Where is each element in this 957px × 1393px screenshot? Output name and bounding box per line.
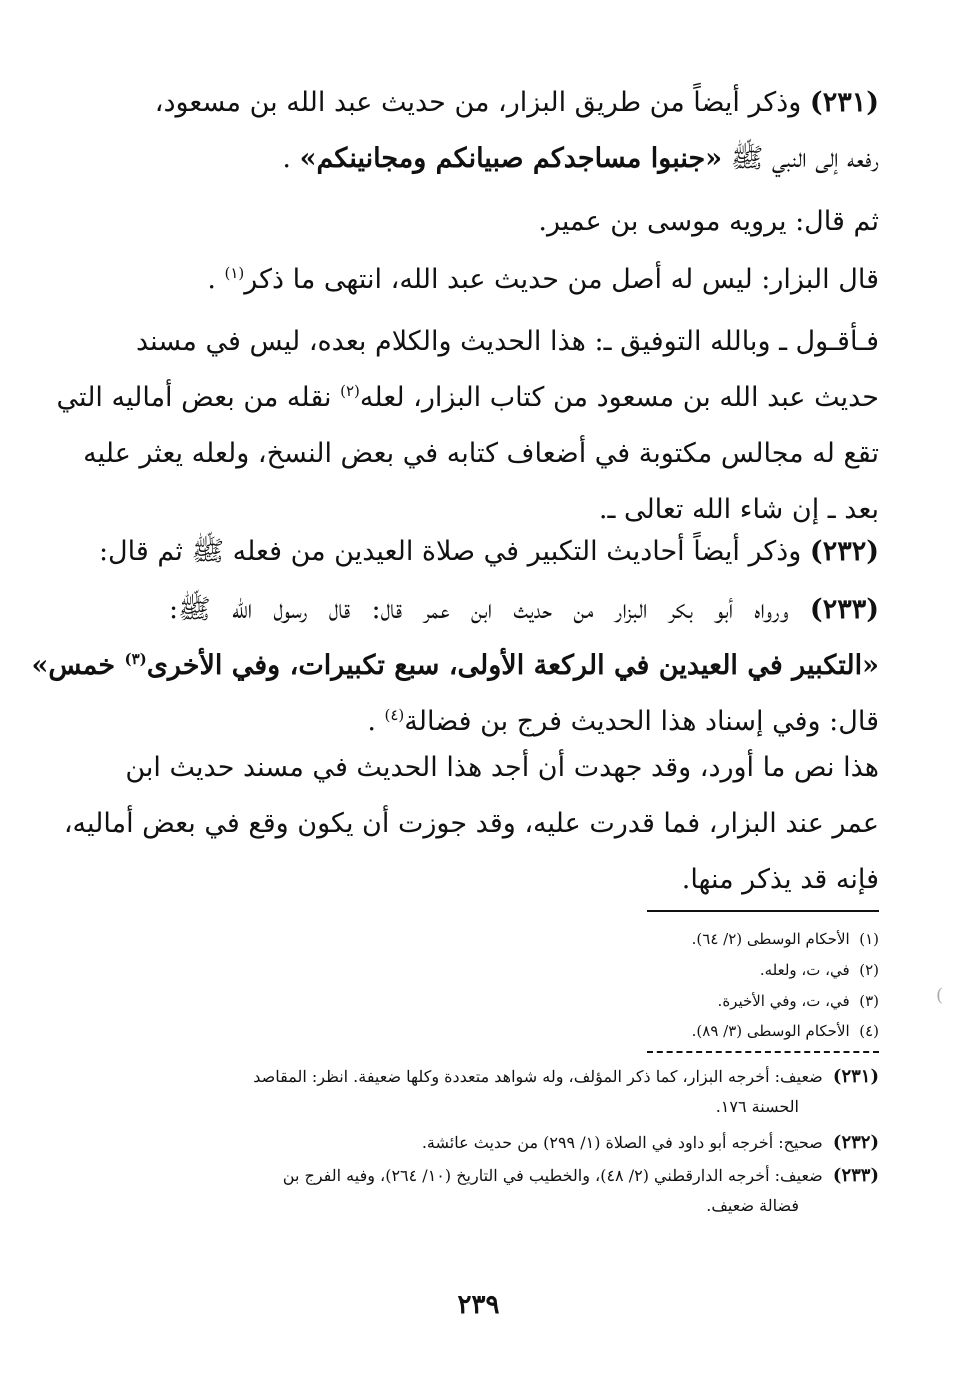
p231-hadith-quote: «جنبوا مساجدكم صبيانكم ومجانينكم» [299, 143, 723, 174]
p233-line3-text: قال: وفي إسناد هذا الحديث فرج بن فضالة [404, 706, 879, 737]
p233-line2 [31, 638, 879, 694]
p231-line2-text: رفعه إلى النبي ﷺ [730, 143, 879, 174]
footnote-ref-2[interactable]: (٢) [340, 382, 360, 400]
footnote-2-number: (٢) [859, 961, 879, 979]
editor-note-232-number: (٢٣٢) [832, 1132, 879, 1153]
footnote-ref-4[interactable]: (٤) [384, 706, 405, 724]
p232-text: وذكر أيضاً أحاديث التكبير في صلاة العيدين من فعله ﷺ ثم قال: [98, 536, 802, 567]
p233-text: ورواه أبو بكر البزار من حديث ابن عمر قال: قال رسول الله ﷺ: [169, 594, 789, 625]
p-bazzar-text: قال البزار: ليس له أصل من حديث عبد الله، انتهى ما ذكر [244, 264, 879, 295]
editor-note-231-number: (٢٣١) [832, 1066, 879, 1087]
p231-line2 [169, 131, 879, 187]
p-bazzar-end: . [207, 264, 216, 295]
page-number: ٢٣٩ [457, 1290, 500, 1320]
p-bazzar-line [169, 252, 879, 308]
p233-hadith-quote-end: خمس» [31, 650, 116, 681]
p-hadha-line2: عمر عند البزار، فما قدرت عليه، وقد جوزت أن يكون وقع في بعض أماليه، [63, 808, 879, 839]
footnote-1 [169, 924, 879, 955]
footnote-3 [169, 986, 879, 1017]
editor-note-232-line1 [169, 1128, 879, 1158]
editor-note-231 [169, 1062, 879, 1122]
footnote-3-text: في، ت، وفي الأخيرة. [717, 992, 850, 1010]
p-aqul-line3: تقع له مجالس مكتوبة في أضعاف كتابه في بعض النسخ، ولعله يعثر عليه [83, 438, 879, 469]
p233-line3-end: . [367, 706, 376, 737]
margin-mark: ( [936, 985, 944, 1006]
p231-line2-end: . [282, 143, 291, 174]
editor-notes-separator [647, 1051, 879, 1053]
p232-number: (٢٣٢) [809, 536, 879, 567]
footnote-2 [169, 955, 879, 986]
footnote-4 [169, 1016, 879, 1047]
p231-number: (٢٣١) [809, 87, 879, 118]
paragraph-aqul [56, 314, 879, 538]
footnote-ref-3[interactable]: (٣) [124, 650, 147, 668]
p-hadha-line3: فإنه قد يذكر منها. [681, 864, 879, 895]
editor-note-231-line2: الحسنة ١٧٦. [715, 1097, 799, 1116]
footnote-2-text: في، ت، ولعله. [759, 961, 850, 979]
p232-line [98, 524, 879, 580]
paragraph-232 [98, 524, 879, 580]
p233-hadith-quote: «التكبير في العيدين في الركعة الأولى، سبع تكبيرات، وفي الأخرى [146, 650, 879, 681]
footnote-1-text: الأحكام الوسطى (٢/ ٦٤). [691, 930, 850, 948]
paragraph-bazzar [169, 252, 879, 308]
paragraph-233 [31, 582, 879, 750]
editor-note-231-text: ضعيف: أخرجه البزار، كما ذكر المؤلف، وله شواهد متعددة وكلها ضعيفة. انظر: المقاصد [253, 1067, 823, 1086]
editor-note-233-text: ضعيف: أخرجه الدارقطني (٢/ ٤٨)، والخطيب في التاريخ (١٠/ ٢٦٤)، وفيه الفرج بن [282, 1166, 823, 1185]
editor-note-233 [169, 1161, 879, 1221]
p233-line1 [169, 582, 879, 638]
p231-line1 [154, 75, 879, 131]
editor-note-232 [169, 1128, 879, 1158]
p-aqul-line1: فـأقـول ـ وبالله التوفيق ـ: هذا الحديث والكلام بعده، ليس في مسند [136, 326, 879, 357]
p-aqul-line2 [56, 370, 879, 426]
p-yarwih-text: ثم قال: يرويه موسى بن عمير. [538, 206, 879, 237]
editor-note-233-number: (٢٣٣) [832, 1165, 879, 1186]
p-aqul-line2-rest: نقله من بعض أماليه التي [56, 382, 332, 413]
footnote-ref-1[interactable]: (١) [224, 264, 245, 282]
p-aqul-line2-text: حديث عبد الله بن مسعود من كتاب البزار، لعله [359, 382, 879, 413]
editor-note-231-line1 [169, 1062, 879, 1092]
editor-note-233-line1 [169, 1161, 879, 1191]
footnote-4-number: (٤) [859, 1022, 879, 1040]
footnote-separator [647, 910, 879, 912]
p-aqul-line4: بعد ـ إن شاء الله تعالى ـ. [598, 494, 879, 525]
footnote-1-number: (١) [859, 930, 879, 948]
p231-text: وذكر أيضاً من طريق البزار، من حديث عبد الله بن مسعود، [154, 87, 802, 118]
paragraph-yarwih [169, 194, 879, 250]
paragraph-231 [154, 75, 879, 187]
p233-number: (٢٣٣) [809, 594, 879, 625]
editor-note-232-text: صحيح: أخرجه أبو داود في الصلاة (١/ ٢٩٩) من حديث عائشة. [421, 1133, 823, 1152]
footnote-3-number: (٣) [859, 992, 879, 1010]
paragraph-hadha [63, 740, 879, 908]
editor-note-233-line2: فضالة ضعيف. [706, 1196, 799, 1215]
p-hadha-line1: هذا نص ما أورد، وقد جهدت أن أجد هذا الحديث في مسند حديث ابن [125, 752, 879, 783]
footnote-4-text: الأحكام الوسطى (٣/ ٨٩). [691, 1022, 850, 1040]
